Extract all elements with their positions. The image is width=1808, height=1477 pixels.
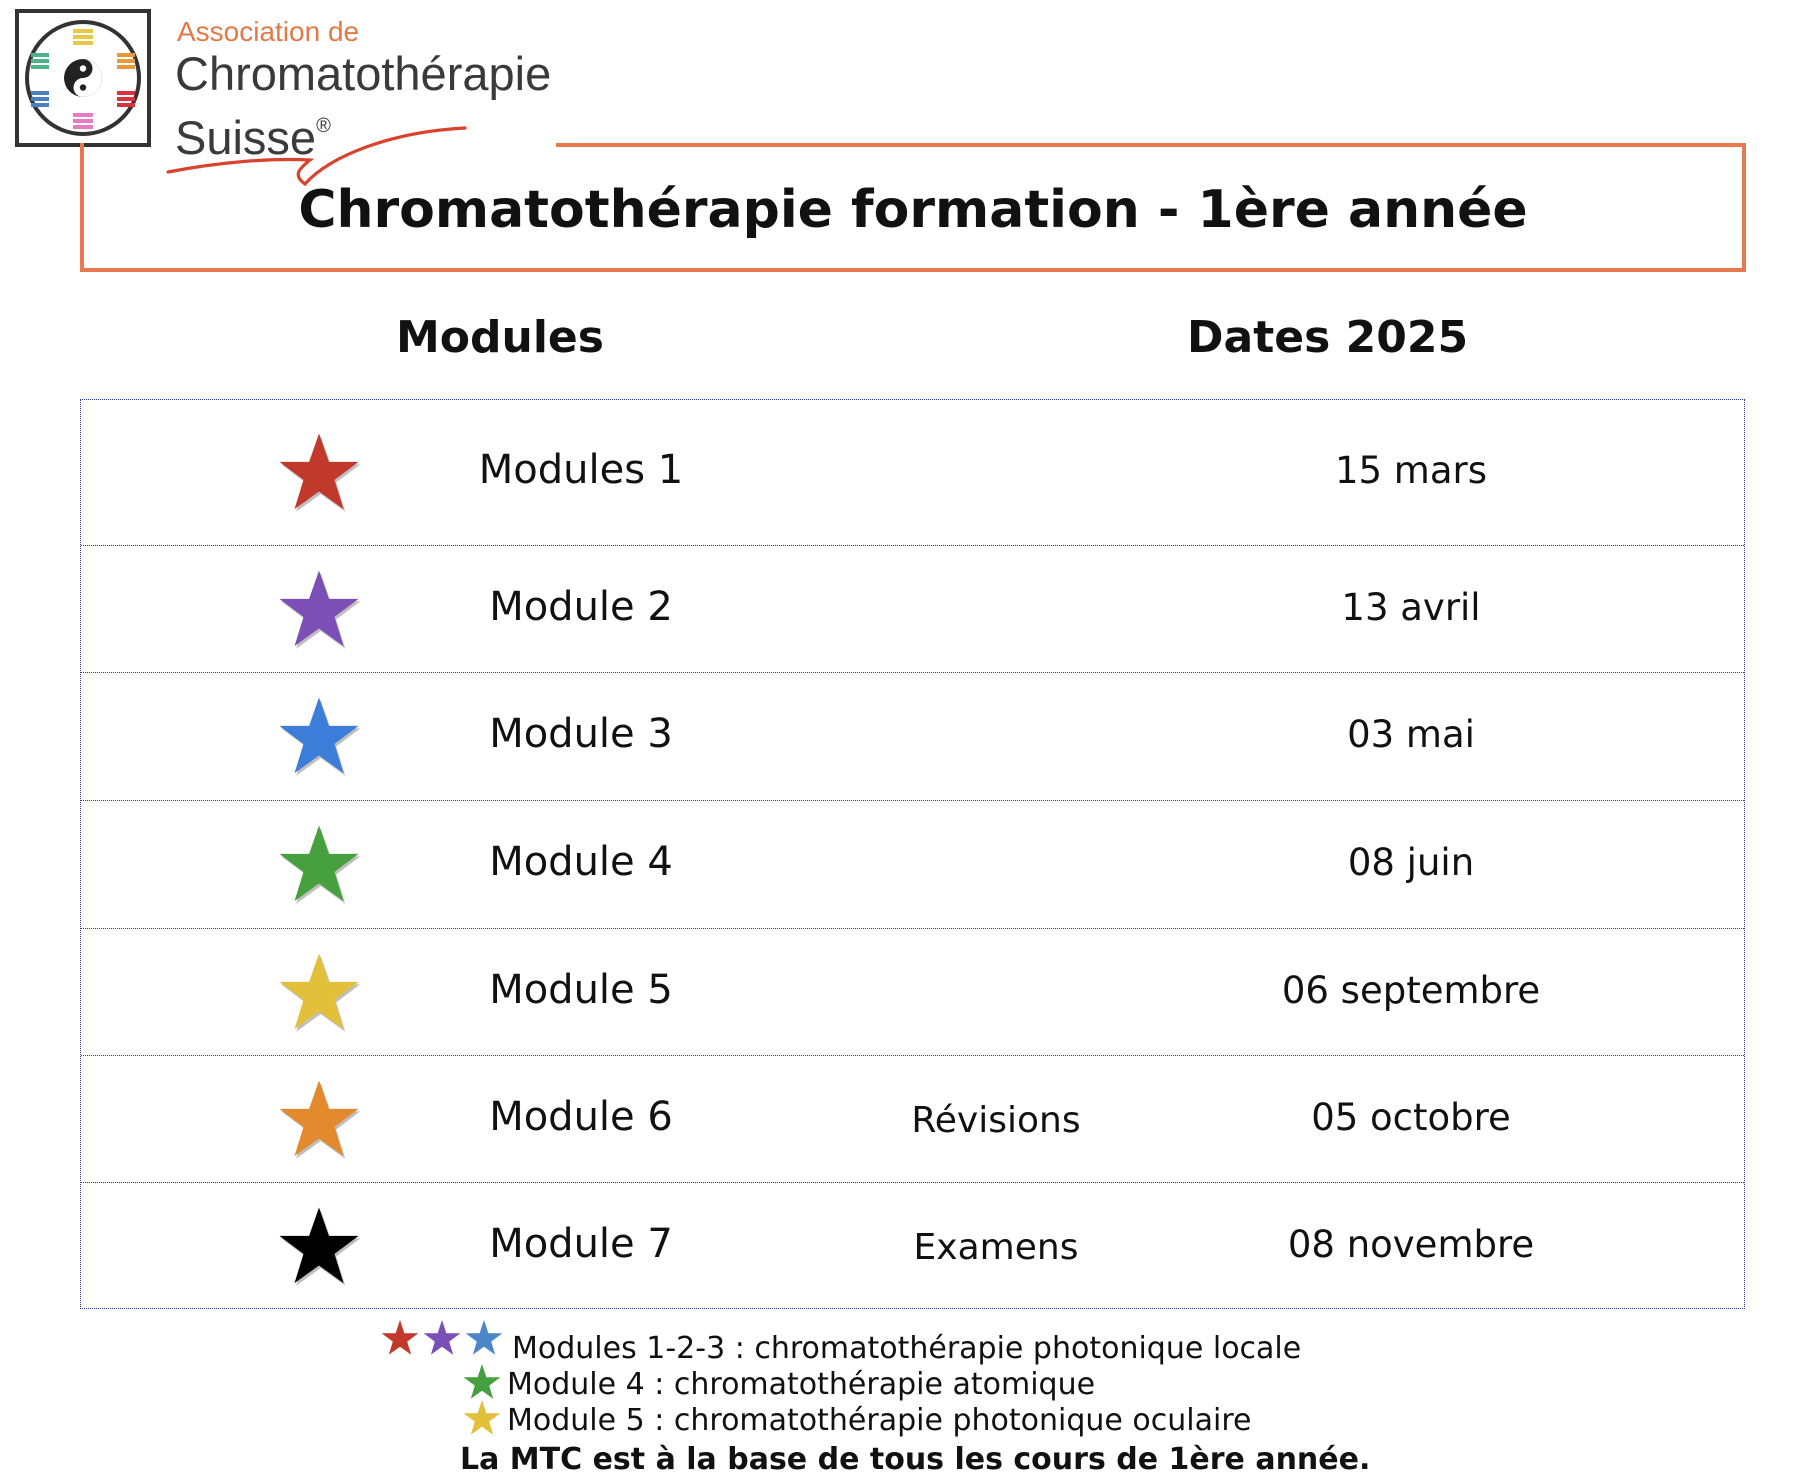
module-date: 13 avril [1341, 585, 1481, 629]
legend-star-icon [464, 1318, 504, 1358]
legend-star-icon [462, 1362, 502, 1402]
module-date: 15 mars [1334, 448, 1488, 492]
schedule-table [80, 399, 1745, 1309]
module-name: Module 6 [489, 1093, 673, 1140]
module-name: Module 2 [489, 583, 673, 630]
legend-star-icon [422, 1318, 462, 1358]
table-row [81, 928, 1744, 1056]
legend-line-3: Module 5 : chromatothérapie photonique oculaire [507, 1403, 1252, 1438]
module-date: 08 novembre [1287, 1223, 1535, 1266]
module-note: Révisions [911, 1099, 1081, 1141]
table-row [81, 672, 1744, 801]
module-date: 06 septembre [1281, 968, 1541, 1012]
legend-footer: La MTC est à la base de tous les cours de 1ère année. [460, 1442, 1371, 1477]
table-row [81, 1055, 1744, 1183]
brand-line-3: Suisse® [175, 111, 331, 164]
module-name: Module 7 [489, 1221, 673, 1267]
module-note: Examens [913, 1227, 1079, 1268]
table-row [81, 1182, 1744, 1311]
legend-star-icon [380, 1318, 420, 1358]
module-name: Module 3 [489, 711, 673, 757]
module-name: Module 4 [489, 839, 673, 885]
module-name: Module 5 [489, 966, 673, 1013]
module-date: 08 juin [1347, 841, 1475, 884]
column-header-dates: Dates 2025 [1187, 312, 1469, 363]
brand-line-1: Association de [177, 16, 360, 47]
legend-line-2: Module 4 : chromatothérapie atomique [507, 1367, 1096, 1402]
table-row [81, 400, 1744, 545]
page-title: Chromatothérapie formation - 1ère année [298, 180, 1528, 240]
legend-line-1: Modules 1-2-3 : chromatothérapie photonique locale [512, 1331, 1302, 1366]
title-frame-top [556, 143, 1746, 147]
column-header-modules: Modules [396, 312, 604, 363]
legend-star-icon [462, 1398, 502, 1438]
table-row [81, 545, 1744, 673]
table-row [81, 800, 1744, 929]
module-name: Modules 1 [478, 446, 684, 493]
association-logo-icon [15, 9, 151, 147]
brand-line-2: Chromatothérapie [175, 47, 552, 100]
module-date: 03 mai [1347, 713, 1475, 756]
module-date: 05 octobre [1311, 1095, 1511, 1139]
